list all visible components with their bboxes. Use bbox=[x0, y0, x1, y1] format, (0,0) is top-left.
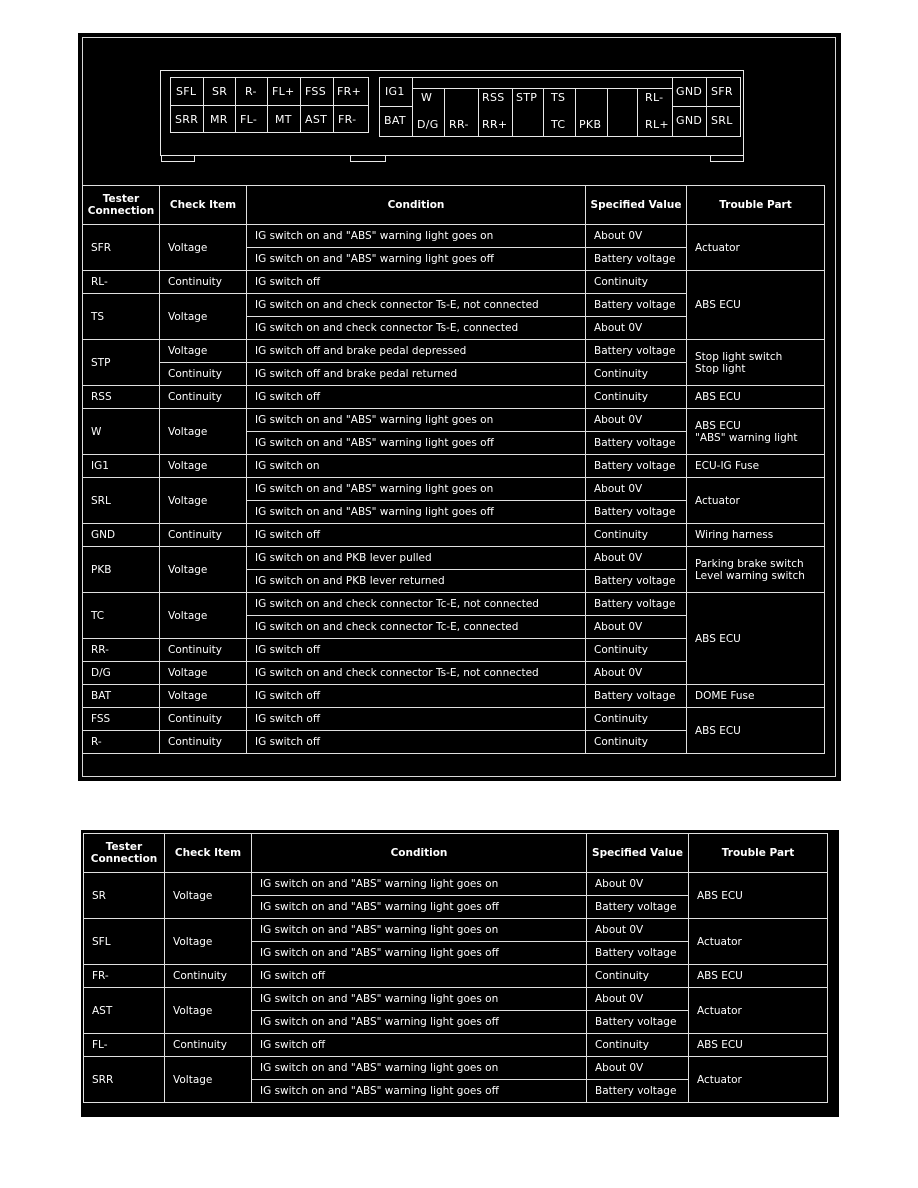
pin-label: RL+ bbox=[645, 118, 669, 131]
pin-label: SRR bbox=[175, 113, 199, 126]
value-cell: About 0V bbox=[586, 662, 687, 685]
pin-label: FL- bbox=[240, 113, 258, 126]
pin-label: SR bbox=[212, 85, 228, 98]
value-cell: About 0V bbox=[587, 873, 689, 896]
connector-latch bbox=[350, 155, 386, 162]
value-cell: About 0V bbox=[587, 919, 689, 942]
check-cell: Voltage bbox=[160, 593, 247, 639]
table-row bbox=[84, 1034, 828, 1057]
trouble-cell: ABS ECU bbox=[687, 593, 825, 685]
condition-cell: IG switch on and "ABS" warning light goes off bbox=[252, 1080, 587, 1103]
condition-cell: IG switch on and "ABS" warning light goes on bbox=[252, 873, 587, 896]
table-row bbox=[83, 455, 825, 478]
pin-label: FR+ bbox=[337, 85, 362, 98]
table-row bbox=[83, 524, 825, 547]
table-row bbox=[83, 685, 825, 708]
condition-cell: IG switch on and "ABS" warning light goes on bbox=[247, 409, 586, 432]
trouble-cell: Actuator bbox=[687, 478, 825, 524]
continuity-voltage-table bbox=[82, 185, 825, 754]
pin-label: R- bbox=[245, 85, 257, 98]
pin-label: TS bbox=[551, 91, 566, 104]
value-cell: Continuity bbox=[586, 639, 687, 662]
trouble-cell: ABS ECU bbox=[687, 708, 825, 754]
pin-label: AST bbox=[305, 113, 328, 126]
check-cell: Voltage bbox=[160, 294, 247, 340]
condition-cell: IG switch on and "ABS" warning light goes on bbox=[252, 988, 587, 1011]
value-cell: Battery voltage bbox=[586, 501, 687, 524]
check-cell: Voltage bbox=[165, 919, 252, 965]
condition-cell: IG switch on and check connector Tc-E, connected bbox=[247, 616, 586, 639]
check-cell: Continuity bbox=[160, 271, 247, 294]
condition-cell: IG switch on and PKB lever pulled bbox=[247, 547, 586, 570]
table-row bbox=[83, 547, 825, 570]
check-cell: Continuity bbox=[160, 524, 247, 547]
pin-label: W bbox=[421, 91, 433, 104]
pin-label: SRL bbox=[711, 114, 733, 127]
pin-label: D/G bbox=[417, 118, 439, 131]
table-row bbox=[83, 271, 825, 294]
value-cell: Battery voltage bbox=[586, 685, 687, 708]
pin-label: STP bbox=[516, 91, 538, 104]
pin-label: PKB bbox=[579, 118, 602, 131]
tester-cell: W bbox=[83, 409, 160, 455]
trouble-cell: ABS ECU bbox=[689, 873, 828, 919]
tester-cell: R- bbox=[83, 731, 160, 754]
tester-cell: FR- bbox=[84, 965, 165, 988]
condition-cell: IG switch off and brake pedal depressed bbox=[247, 340, 586, 363]
value-cell: Continuity bbox=[586, 386, 687, 409]
pin-label: GND bbox=[676, 85, 703, 98]
condition-cell: IG switch off bbox=[247, 271, 586, 294]
header-line: Tester bbox=[105, 841, 143, 853]
continuity-voltage-table-2 bbox=[83, 833, 828, 1103]
pin-label: SFR bbox=[711, 85, 733, 98]
tester-cell: PKB bbox=[83, 547, 160, 593]
table-header-row bbox=[83, 186, 825, 225]
check-cell: Continuity bbox=[165, 965, 252, 988]
condition-cell: IG switch off bbox=[252, 1034, 587, 1057]
pin-label: RSS bbox=[482, 91, 505, 104]
check-cell: Continuity bbox=[160, 386, 247, 409]
wiring-panel-top bbox=[78, 33, 841, 781]
pin-label: FR- bbox=[338, 113, 357, 126]
check-cell: Continuity bbox=[165, 1034, 252, 1057]
condition-cell: IG switch off bbox=[247, 708, 586, 731]
value-cell: Continuity bbox=[587, 1034, 689, 1057]
tester-cell: GND bbox=[83, 524, 160, 547]
table-row bbox=[84, 988, 828, 1011]
tester-cell: RL- bbox=[83, 271, 160, 294]
tester-cell: SRR bbox=[84, 1057, 165, 1103]
pin-label: MR bbox=[210, 113, 228, 126]
tester-connection-header bbox=[83, 186, 160, 225]
value-cell: Battery voltage bbox=[587, 896, 689, 919]
value-cell: Battery voltage bbox=[586, 432, 687, 455]
trouble-cell: Actuator bbox=[687, 225, 825, 271]
tester-cell: SFL bbox=[84, 919, 165, 965]
tester-cell: D/G bbox=[83, 662, 160, 685]
specified-value-header: Specified Value bbox=[587, 834, 689, 873]
check-cell: Voltage bbox=[165, 873, 252, 919]
trouble-line: ABS ECU bbox=[695, 419, 741, 432]
condition-cell: IG switch on and check connector Ts-E, not connected bbox=[247, 662, 586, 685]
value-cell: Battery voltage bbox=[587, 942, 689, 965]
table-row bbox=[83, 340, 825, 363]
table-row bbox=[84, 1057, 828, 1080]
connector-latch bbox=[710, 155, 744, 162]
condition-cell: IG switch on and check connector Tc-E, not connected bbox=[247, 593, 586, 616]
trouble-line: Stop light switch bbox=[695, 350, 783, 363]
table-row bbox=[84, 965, 828, 988]
trouble-cell: ABS ECU bbox=[687, 386, 825, 409]
pin-label: FSS bbox=[305, 85, 326, 98]
check-cell: Voltage bbox=[160, 409, 247, 455]
pin-label: SFL bbox=[176, 85, 197, 98]
trouble-cell: Wiring harness bbox=[687, 524, 825, 547]
trouble-cell: DOME Fuse bbox=[687, 685, 825, 708]
trouble-line: Level warning switch bbox=[695, 569, 805, 582]
value-cell: Continuity bbox=[586, 524, 687, 547]
condition-cell: IG switch on and "ABS" warning light goes off bbox=[252, 1011, 587, 1034]
value-cell: About 0V bbox=[587, 988, 689, 1011]
check-cell: Voltage bbox=[160, 478, 247, 524]
check-cell: Continuity bbox=[160, 731, 247, 754]
tester-connection-header bbox=[84, 834, 165, 873]
pin-label: GND bbox=[676, 114, 703, 127]
check-cell: Voltage bbox=[160, 685, 247, 708]
condition-cell: IG switch on and PKB lever returned bbox=[247, 570, 586, 593]
connector-left-block bbox=[170, 77, 369, 133]
trouble-cell: Actuator bbox=[689, 988, 828, 1034]
value-cell: Battery voltage bbox=[586, 294, 687, 317]
tester-cell: RSS bbox=[83, 386, 160, 409]
value-cell: Continuity bbox=[586, 731, 687, 754]
condition-cell: IG switch off bbox=[252, 965, 587, 988]
pin-label: RR- bbox=[449, 118, 469, 131]
pin-label: IG1 bbox=[385, 85, 405, 98]
value-cell: Battery voltage bbox=[586, 593, 687, 616]
table-row bbox=[83, 478, 825, 501]
trouble-cell: ABS ECU bbox=[689, 1034, 828, 1057]
check-cell: Voltage bbox=[160, 662, 247, 685]
table-row bbox=[83, 225, 825, 248]
trouble-cell: ECU-IG Fuse bbox=[687, 455, 825, 478]
value-cell: Battery voltage bbox=[586, 455, 687, 478]
connector-latch bbox=[161, 155, 195, 162]
check-item-header: Check Item bbox=[160, 186, 247, 225]
check-cell: Voltage bbox=[160, 340, 247, 363]
tester-cell: BAT bbox=[83, 685, 160, 708]
tester-cell: STP bbox=[83, 340, 160, 386]
tester-cell: RR- bbox=[83, 639, 160, 662]
trouble-part-header: Trouble Part bbox=[687, 186, 825, 225]
trouble-cell: Actuator bbox=[689, 1057, 828, 1103]
condition-cell: IG switch on and "ABS" warning light goes on bbox=[252, 1057, 587, 1080]
check-cell: Voltage bbox=[160, 455, 247, 478]
pin-label: RL- bbox=[645, 91, 664, 104]
table-row bbox=[83, 386, 825, 409]
condition-cell: IG switch on and "ABS" warning light goes off bbox=[247, 501, 586, 524]
value-cell: Continuity bbox=[586, 708, 687, 731]
condition-cell: IG switch on and "ABS" warning light goes off bbox=[247, 248, 586, 271]
condition-cell: IG switch off bbox=[247, 386, 586, 409]
value-cell: Battery voltage bbox=[586, 340, 687, 363]
table-row bbox=[84, 919, 828, 942]
value-cell: Continuity bbox=[586, 271, 687, 294]
check-cell: Voltage bbox=[165, 1057, 252, 1103]
trouble-line: Stop light bbox=[695, 362, 746, 375]
value-cell: Battery voltage bbox=[586, 570, 687, 593]
tester-cell: AST bbox=[84, 988, 165, 1034]
check-item-header: Check Item bbox=[165, 834, 252, 873]
connector-diagram bbox=[160, 70, 744, 156]
tester-cell: TS bbox=[83, 294, 160, 340]
trouble-line: Parking brake switch bbox=[695, 557, 804, 570]
header-line: Connection bbox=[87, 205, 155, 217]
condition-cell: IG switch on and "ABS" warning light goes off bbox=[252, 896, 587, 919]
connector-right-block bbox=[379, 77, 741, 137]
value-cell: Continuity bbox=[586, 363, 687, 386]
condition-cell: IG switch off bbox=[247, 685, 586, 708]
check-cell: Continuity bbox=[160, 639, 247, 662]
condition-cell: IG switch off bbox=[247, 639, 586, 662]
value-cell: About 0V bbox=[586, 225, 687, 248]
header-line: Tester bbox=[102, 193, 140, 205]
value-cell: About 0V bbox=[586, 547, 687, 570]
condition-cell: IG switch on and "ABS" warning light goes on bbox=[247, 478, 586, 501]
check-cell: Voltage bbox=[160, 547, 247, 593]
condition-header: Condition bbox=[252, 834, 587, 873]
condition-cell: IG switch on and check connector Ts-E, connected bbox=[247, 317, 586, 340]
trouble-cell: Actuator bbox=[689, 919, 828, 965]
condition-header: Condition bbox=[247, 186, 586, 225]
tester-cell: SR bbox=[84, 873, 165, 919]
condition-cell: IG switch off bbox=[247, 524, 586, 547]
value-cell: Battery voltage bbox=[587, 1080, 689, 1103]
value-cell: About 0V bbox=[586, 478, 687, 501]
wiring-panel-bottom bbox=[81, 830, 839, 1117]
value-cell: Battery voltage bbox=[586, 248, 687, 271]
value-cell: Battery voltage bbox=[587, 1011, 689, 1034]
tester-cell: SRL bbox=[83, 478, 160, 524]
value-cell: About 0V bbox=[587, 1057, 689, 1080]
condition-cell: IG switch off bbox=[247, 731, 586, 754]
pin-label: BAT bbox=[384, 114, 406, 127]
trouble-cell bbox=[687, 547, 825, 593]
check-cell: Continuity bbox=[160, 708, 247, 731]
condition-cell: IG switch on and "ABS" warning light goes on bbox=[252, 919, 587, 942]
trouble-line: "ABS" warning light bbox=[695, 431, 798, 444]
trouble-cell: ABS ECU bbox=[689, 965, 828, 988]
trouble-cell bbox=[687, 409, 825, 455]
tester-cell: SFR bbox=[83, 225, 160, 271]
trouble-part-header: Trouble Part bbox=[689, 834, 828, 873]
table-row bbox=[83, 708, 825, 731]
pin-label: MT bbox=[275, 113, 292, 126]
check-cell: Continuity bbox=[160, 363, 247, 386]
pin-label: FL+ bbox=[272, 85, 295, 98]
condition-cell: IG switch on bbox=[247, 455, 586, 478]
table-header-row bbox=[84, 834, 828, 873]
pin-label: TC bbox=[551, 118, 566, 131]
trouble-cell bbox=[687, 340, 825, 386]
condition-cell: IG switch on and check connector Ts-E, not connected bbox=[247, 294, 586, 317]
trouble-cell: ABS ECU bbox=[687, 271, 825, 340]
pin-label: RR+ bbox=[482, 118, 508, 131]
condition-cell: IG switch on and "ABS" warning light goes off bbox=[247, 432, 586, 455]
condition-cell: IG switch on and "ABS" warning light goes off bbox=[252, 942, 587, 965]
condition-cell: IG switch on and "ABS" warning light goes on bbox=[247, 225, 586, 248]
table-row bbox=[83, 409, 825, 432]
specified-value-header: Specified Value bbox=[586, 186, 687, 225]
tester-cell: FSS bbox=[83, 708, 160, 731]
tester-cell: IG1 bbox=[83, 455, 160, 478]
table-row bbox=[84, 873, 828, 896]
value-cell: About 0V bbox=[586, 616, 687, 639]
check-cell: Voltage bbox=[160, 225, 247, 271]
tester-cell: FL- bbox=[84, 1034, 165, 1057]
header-line: Connection bbox=[90, 853, 158, 865]
value-cell: Continuity bbox=[587, 965, 689, 988]
value-cell: About 0V bbox=[586, 317, 687, 340]
table-row bbox=[83, 593, 825, 616]
tester-cell: TC bbox=[83, 593, 160, 639]
condition-cell: IG switch off and brake pedal returned bbox=[247, 363, 586, 386]
value-cell: About 0V bbox=[586, 409, 687, 432]
check-cell: Voltage bbox=[165, 988, 252, 1034]
